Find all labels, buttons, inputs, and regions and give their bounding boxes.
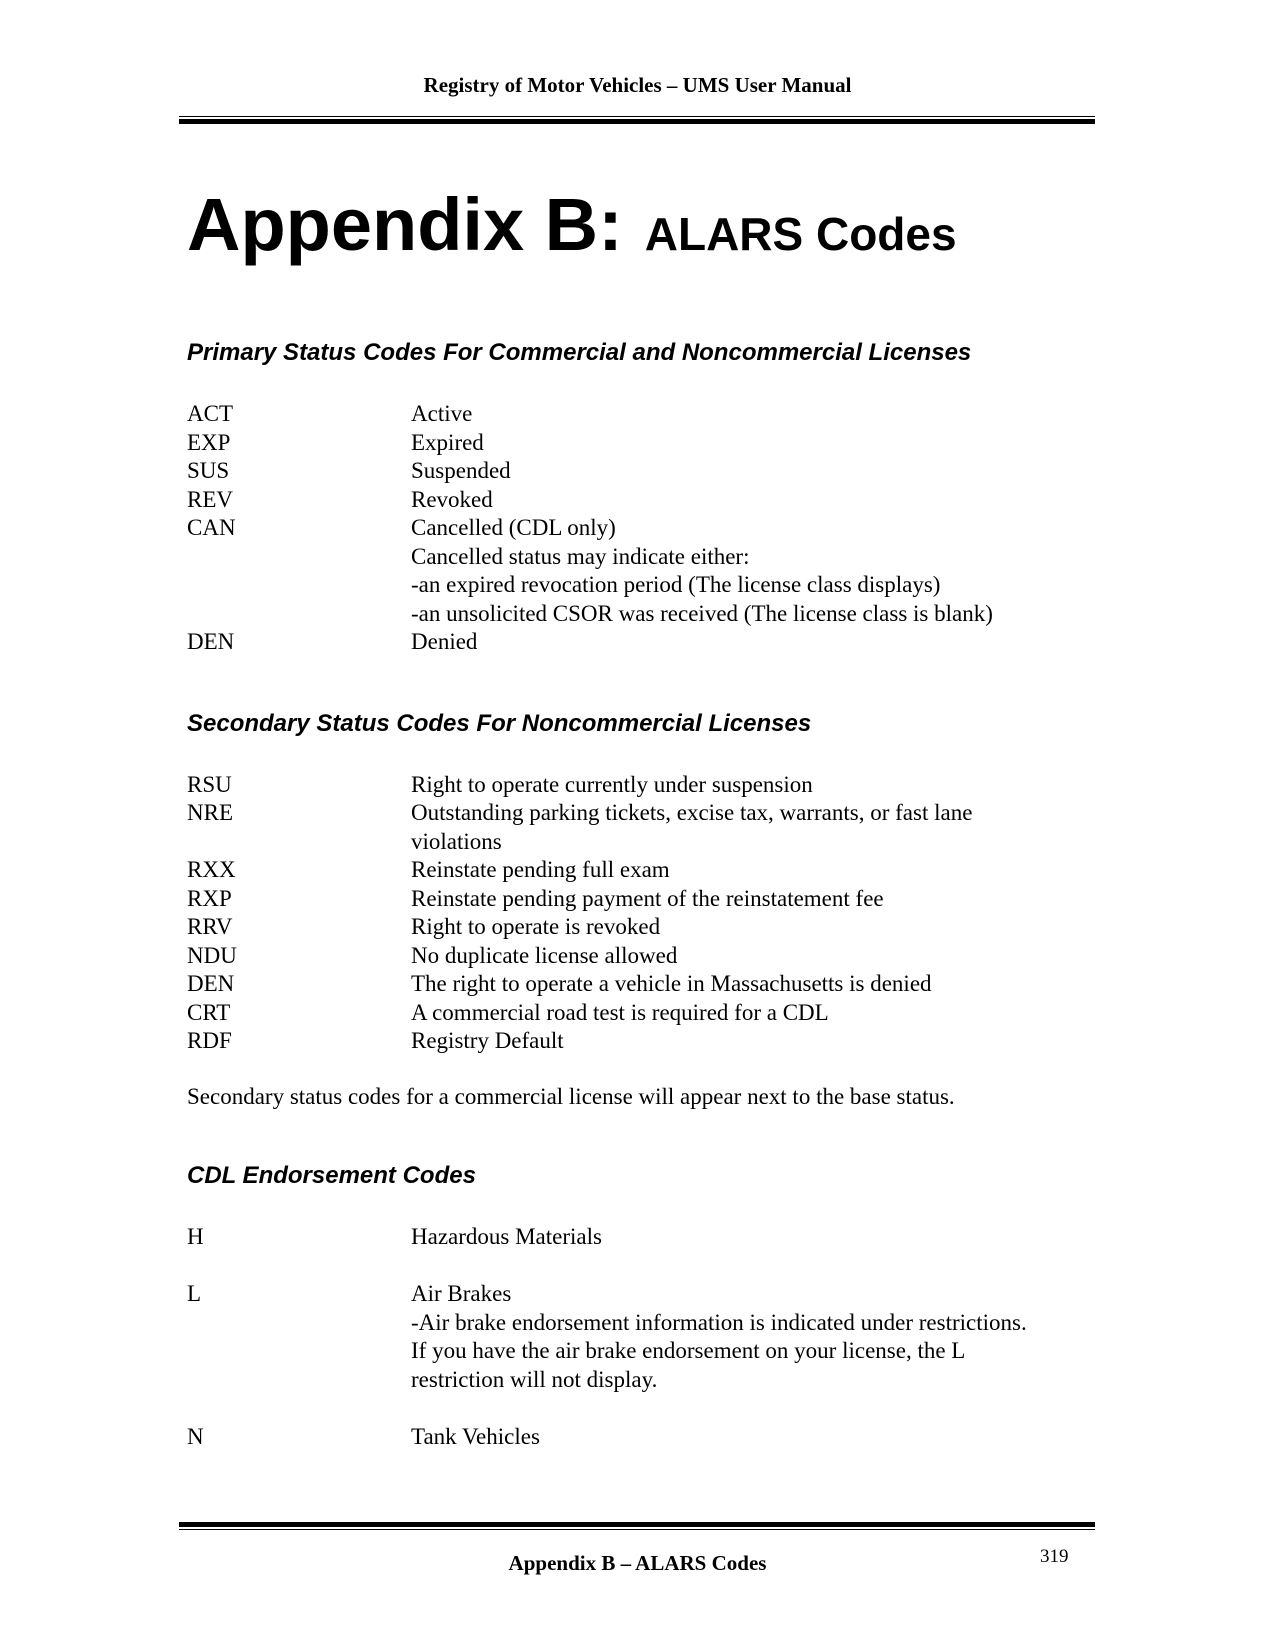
description-line: Reinstate pending full exam [411,857,670,882]
description-line: Hazardous Materials [411,1224,602,1249]
description-line: Revoked [411,486,493,512]
secondary-codes-heading: Secondary Status Codes For Noncommercial Licenses [187,709,812,737]
code: NDU [187,942,237,968]
description [411,1027,1087,1056]
code: RRV [187,914,233,939]
description-line: restriction will not display. [411,1366,658,1392]
description-line: Suspended [411,458,511,483]
description-line: -an unsolicited CSOR was received (The license class is blank) [411,600,993,626]
description [411,913,1087,942]
description [411,486,1087,515]
code: N [187,1423,204,1449]
code-row [187,400,1087,429]
primary-codes-heading: Primary Status Codes For Commercial and Noncommercial Licenses [187,339,972,366]
code: RSU [187,771,232,797]
code: RXX [187,857,236,882]
description-line: A commercial road test is required for a CDL [411,999,829,1025]
secondary-codes-note: Secondary status codes for a commercial license will appear next to the base status. [187,1083,955,1109]
description-line: Registry Default [411,1028,564,1053]
description [411,885,1087,914]
description-line: Cancelled status may indicate either: [411,543,750,569]
description [411,514,1087,628]
code-row [187,457,1087,486]
description [411,856,1087,885]
code-row [187,1280,1087,1394]
secondary-codes-list [187,771,1087,1056]
code-row [187,486,1087,515]
code-row [187,1027,1087,1056]
code: H [187,1224,204,1249]
running-footer: Appendix B – ALARS Codes [508,1551,767,1575]
code-row [187,999,1087,1028]
code-row [187,429,1087,458]
description-line: Cancelled (CDL only) [411,515,616,540]
appendix-subtitle: ALARS Codes [644,208,957,260]
code: RXP [187,885,232,911]
code-row [187,1423,1087,1452]
running-header: Registry of Motor Vehicles – UMS User Manual [423,73,852,97]
code: CAN [187,515,236,540]
code: EXP [187,429,231,455]
code-row [187,799,1087,856]
code: REV [187,486,233,512]
description [411,1423,1087,1452]
code: L [187,1281,202,1306]
code: DEN [187,629,235,654]
code-row [187,628,1087,657]
page-title [187,180,1087,270]
code-row [187,885,1087,914]
code-row [187,514,1087,628]
code: ACT [187,401,233,426]
description [411,1280,1087,1394]
description [411,942,1087,971]
description-line: Expired [411,429,484,455]
description-line: Reinstate pending payment of the reinstatement fee [411,885,884,911]
description-line: Air Brakes [411,1281,512,1306]
description-line: Denied [411,629,478,654]
code-row [187,856,1087,885]
code: DEN [187,971,235,996]
code-row [187,942,1087,971]
cdl-codes-heading: CDL Endorsement Codes [187,1162,476,1189]
page-content [187,180,1087,1451]
description [411,999,1087,1028]
code-row [187,1223,1087,1252]
description-line: Right to operate is revoked [411,914,661,939]
code-row [187,913,1087,942]
primary-codes-list [187,400,1087,657]
description-line: -an expired revocation period (The license class displays) [411,572,941,597]
description-line: Tank Vehicles [411,1423,540,1449]
code: RDF [187,1028,232,1053]
description-line: No duplicate license allowed [411,942,678,968]
description [411,1223,1087,1252]
code-row [187,970,1087,999]
description-line: The right to operate a vehicle in Massachusetts is denied [411,971,932,996]
description [411,799,1087,856]
description-line: violations [411,828,502,854]
description-line: Outstanding parking tickets, excise tax, warrants, or fast lane [411,800,973,825]
description [411,628,1087,657]
description-line: Right to operate currently under suspension [411,771,813,797]
code-row [187,771,1087,800]
description [411,457,1087,486]
code: NRE [187,800,233,825]
description-line: Active [411,401,473,426]
description [411,970,1087,999]
code: CRT [187,999,231,1025]
description [411,429,1087,458]
header-rule [179,116,1095,124]
description-line: If you have the air brake endorsement on your license, the L [411,1338,966,1363]
page-number: 319 [1040,1546,1069,1567]
appendix-label: Appendix B: [187,183,623,266]
code: SUS [187,458,230,483]
description [411,400,1087,429]
cdl-codes-list [187,1223,1087,1451]
footer-rule [179,1522,1095,1530]
description [411,771,1087,800]
description-line: -Air brake endorsement information is indicated under restrictions. [411,1309,1027,1335]
